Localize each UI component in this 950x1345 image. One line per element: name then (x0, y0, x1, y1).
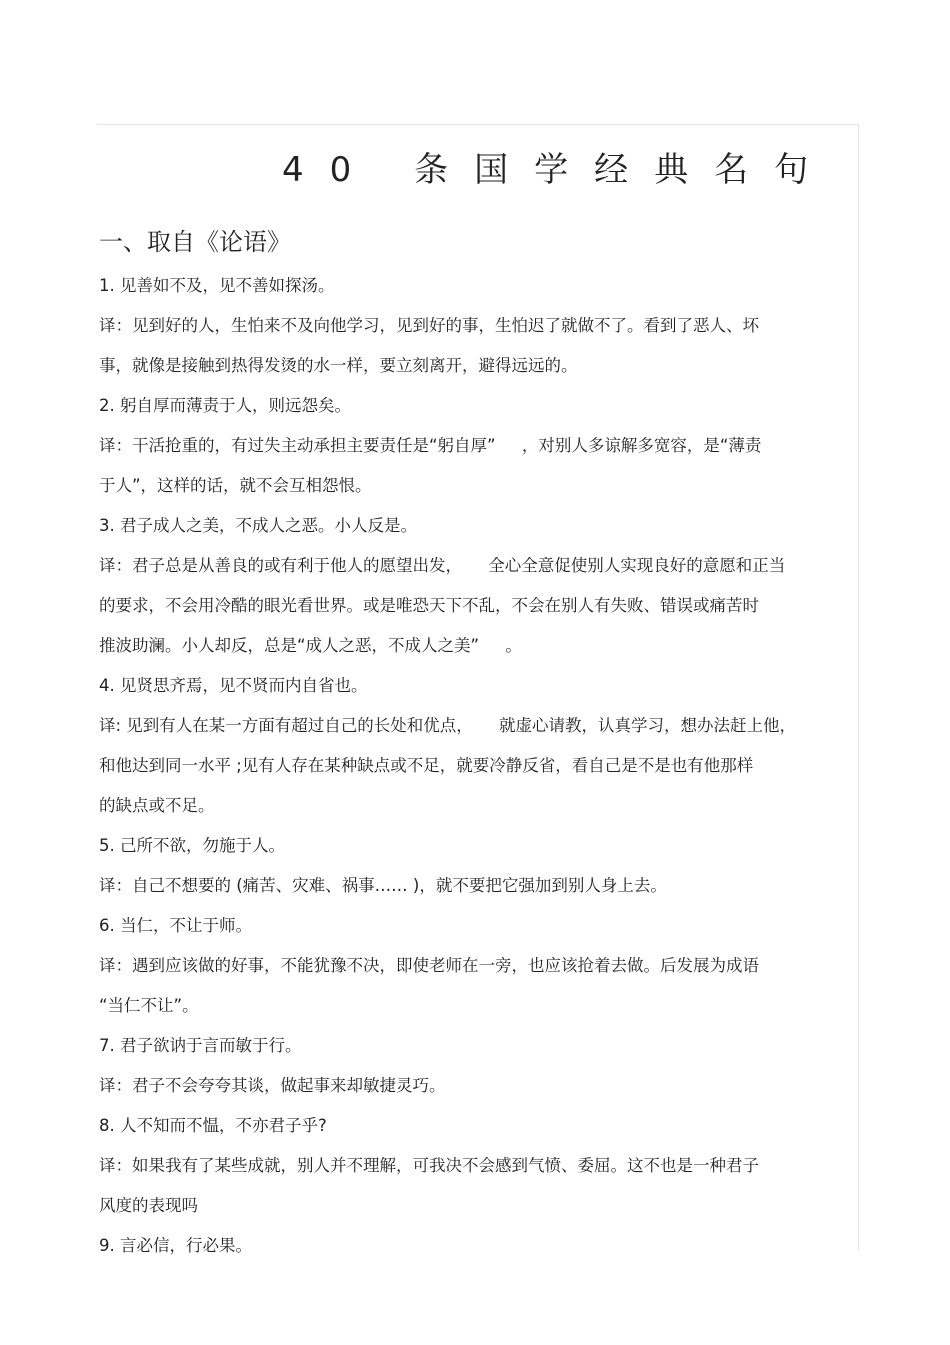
entry-quote: 4. 见贤思齐焉，见不贤而内自省也。 (99, 676, 368, 695)
section-heading: 一、取自《论语》 (99, 228, 291, 256)
entry-translation: 译: 见到有人在某一方面有超过自己的长处和优点， 就虚心请教，认真学习，想办法赶上他， 和他达到同一水平 ;见有人存在某种缺点或不足，就要冷静反省，看自己是不是也有他那样 的缺点或不足。 (99, 716, 797, 815)
entry-quote: 7. 君子欲讷于言而敏于行。 (99, 1036, 302, 1055)
entry-translation: 译：如果我有了某些成就，别人并不理解，可我决不会感到气愤、委屈。这不也是一种君子 风度的表现吗 (99, 1156, 759, 1215)
entry-8 (99, 1106, 844, 1226)
entry-7 (99, 1026, 844, 1106)
entry-translation: 译：见到好的人，生怕来不及向他学习，见到好的事，生怕迟了就做不了。看到了恶人、坏 事，就像是接触到热得发烫的水一样，要立刻离开，避得远远的。 (99, 316, 759, 375)
entry-quote: 6. 当仁，不让于师。 (99, 916, 252, 935)
document-title: 40 条国学经典名句 (282, 150, 835, 190)
entry-translation: 译：自己不想要的 (痛苦、灾难、祸事…… )，就不要把它强加到别人身上去。 (99, 876, 667, 895)
entry-quote: 3. 君子成人之美，不成人之恶。小人反是。 (99, 516, 417, 535)
entry-3 (99, 506, 844, 666)
entry-quote: 8. 人不知而不愠，不亦君子乎? (99, 1116, 327, 1135)
entry-6 (99, 906, 844, 1026)
entry-quote: 5. 己所不欲，勿施于人。 (99, 836, 285, 855)
entry-5 (99, 826, 844, 906)
entry-translation: 译：干活抢重的，有过失主动承担主要责任是“躬自厚” ，对别人多谅解多宽容，是“薄责 于人”，这样的话，就不会互相怨恨。 (99, 436, 762, 495)
entry-1 (99, 266, 844, 386)
entry-translation: 译：君子不会夸夸其谈，做起事来却敏捷灵巧。 (99, 1076, 446, 1095)
entry-2 (99, 386, 844, 506)
document-content (99, 222, 844, 1266)
entry-9 (99, 1226, 844, 1266)
entry-translation: 译：遇到应该做的好事，不能犹豫不决，即使老师在一旁，也应该抢着去做。后发展为成语 “当仁不让”。 (99, 956, 759, 1015)
entry-quote: 1. 见善如不及，见不善如探汤。 (99, 276, 335, 295)
entry-4 (99, 666, 844, 826)
entry-quote: 9. 言必信，行必果。 (99, 1236, 252, 1255)
entry-translation: 译：君子总是从善良的或有利于他人的愿望出发， 全心全意促使别人实现良好的意愿和正当 的要求，不会用冷酷的眼光看世界。或是唯恐天下不乱，不会在别人有失败、错误或痛苦时 推波助澜。小人却反，总是“成人之恶，不成人之美” 。 (99, 556, 786, 655)
entry-quote: 2. 躬自厚而薄责于人，则远怨矣。 (99, 396, 351, 415)
